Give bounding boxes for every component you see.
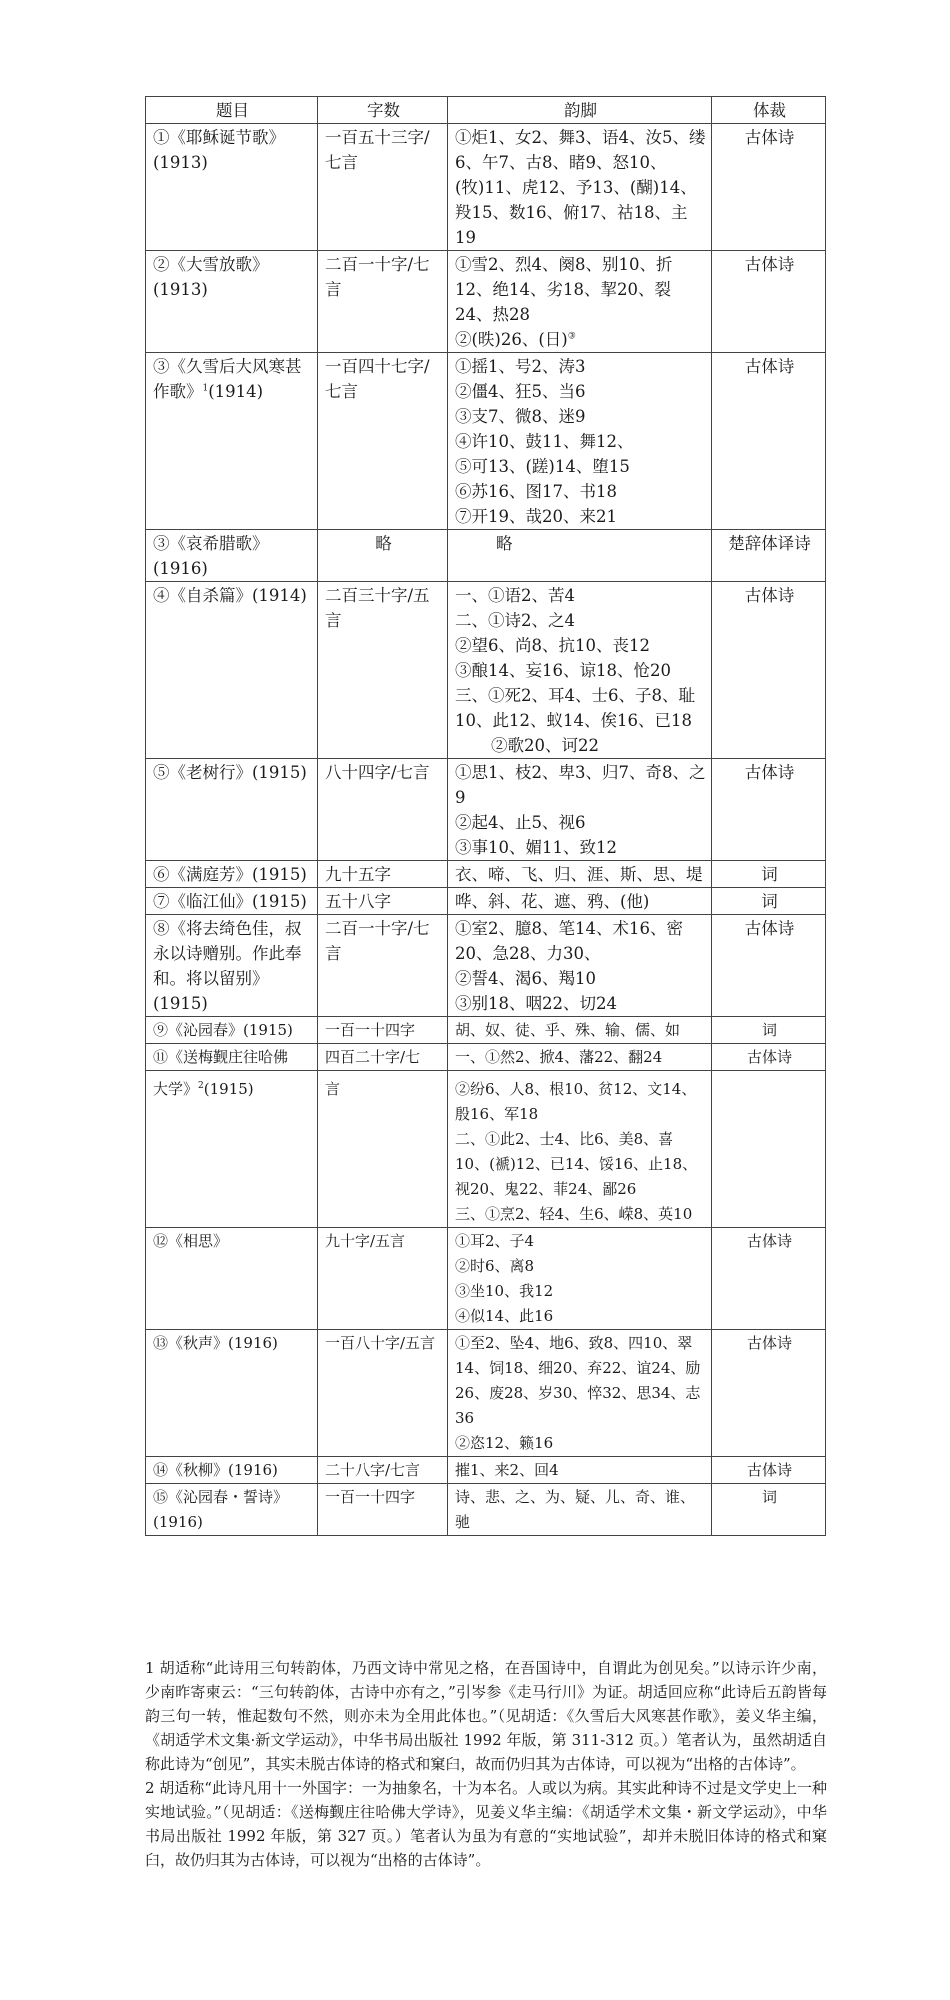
genre-cell: 古体诗 xyxy=(712,1330,826,1457)
poem-table xyxy=(145,96,826,1536)
word-count: 一百四十七字/七言 xyxy=(318,353,448,530)
rhyme-cell: 胡、奴、徒、乎、殊、输、儒、如 xyxy=(448,1017,712,1044)
rhyme-line: ②时6、离8 xyxy=(455,1257,535,1275)
rhyme-cell xyxy=(448,251,712,353)
rhyme-line: ⑤可13、(蹉)14、堕15 xyxy=(455,457,630,476)
word-count: 一百八十字/五言 xyxy=(318,1330,448,1457)
table-row xyxy=(146,861,826,888)
rhyme-cell xyxy=(448,582,712,759)
genre-cell: 词 xyxy=(712,1484,826,1536)
table-row xyxy=(146,1017,826,1044)
genre-cell xyxy=(712,1071,826,1228)
footnote-ref: 1 xyxy=(202,383,209,394)
table-row xyxy=(146,759,826,861)
poem-title: ⑤《老树行》(1915) xyxy=(146,759,318,861)
word-count: 九十字/五言 xyxy=(318,1228,448,1330)
genre-cell: 古体诗 xyxy=(712,915,826,1017)
table-row xyxy=(146,1071,826,1228)
poem-title: ⑬《秋声》(1916) xyxy=(146,1330,318,1457)
rhyme-line: 二、①此2、士4、比6、美8、喜10、(褫)12、已14、馁16、止18、视20、鬼22、菲24、鄙26 xyxy=(455,1130,698,1198)
poem-title: ⑧《将去绮色佳，叔永以诗赠别。作此奉和。将以留别》(1915) xyxy=(146,915,318,1017)
rhyme-line: 三、①死2、耳4、士6、子8、耻10、此12、蚁14、俟16、已18 xyxy=(455,686,695,730)
rhyme-line: ⑥苏16、图17、书18 xyxy=(455,482,617,501)
rhyme-cell: 略 xyxy=(448,530,712,582)
rhyme-line: ②恣12、籁16 xyxy=(455,1434,554,1452)
footnotes xyxy=(145,1656,827,1872)
poem-title: ⑨《沁园春》(1915) xyxy=(146,1017,318,1044)
genre-cell: 词 xyxy=(712,1017,826,1044)
rhyme-cell xyxy=(448,759,712,861)
rhyme-line: ①至2、坠4、地6、致8、四10、翠14、饲18、细20、弃22、谊24、励26、废28、岁30、悴32、思34、志36 xyxy=(455,1334,701,1427)
genre-cell: 古体诗 xyxy=(712,251,826,353)
rhyme-line: ③别18、咽22、切24 xyxy=(455,994,617,1013)
header-genre: 体裁 xyxy=(712,97,826,124)
footnote-1: 1 胡适称“此诗用三句转韵体，乃西文诗中常见之格，在吾国诗中，自谓此为创见矣。”以诗示许少南，少南昨寄柬云：“三句转韵体，古诗中亦有之，”引岑参《走马行川》为证。胡适回应称“此诗后五韵皆每韵三句一转，惟起数句不然，则亦未为全用此体也。”（见胡适：《久雪后大风寒甚作歌》，姜义华主编，《胡适学术文集·新文学运动》，中华书局出版社 1992 年版，第 311-312 页。）笔者认为，虽然胡适自称此诗为“创见”，其实未脱古体诗的格式和窠臼，故而仍归其为古体诗，可以视为“出格的古体诗”。 xyxy=(145,1659,827,1773)
rhyme-cell: 一、①然2、掀4、藩22、翻24 xyxy=(448,1044,712,1071)
genre-cell: 古体诗 xyxy=(712,582,826,759)
rhyme-line: 三、①烹2、轻4、生6、嵘8、英10 xyxy=(455,1205,693,1223)
genre-cell: 古体诗 xyxy=(712,1044,826,1071)
poem-title: ⑭《秋柳》(1916) xyxy=(146,1457,318,1484)
poem-title: ⑥《满庭芳》(1915) xyxy=(146,861,318,888)
rhyme-line: ④许10、鼓11、舞12、 xyxy=(455,432,634,451)
word-count: 略 xyxy=(318,530,448,582)
rhyme-line: ③支7、微8、迷9 xyxy=(455,407,586,426)
poem-title: ④《自杀篇》(1914) xyxy=(146,582,318,759)
table-row xyxy=(146,1457,826,1484)
genre-cell: 词 xyxy=(712,861,826,888)
word-count: 一百一十四字 xyxy=(318,1484,448,1536)
table-row xyxy=(146,1484,826,1536)
word-count: 二百一十字/七言 xyxy=(318,251,448,353)
rhyme-line: ②(昳)26、(日) xyxy=(455,330,568,349)
genre-cell: 古体诗 xyxy=(712,1457,826,1484)
rhyme-cell: 衣、啼、飞、归、涯、斯、思、堤 xyxy=(448,861,712,888)
rhyme-line: ⑦开19、哉20、来21 xyxy=(455,507,617,526)
footnote-ref: 2 xyxy=(198,1081,204,1091)
rhyme-line: ①摇1、号2、涛3 xyxy=(455,357,586,376)
table-header xyxy=(146,97,826,124)
rhyme-line: ②誓4、渴6、羯10 xyxy=(455,969,596,988)
poem-title: ①《耶稣诞节歌》(1913) xyxy=(146,124,318,251)
word-count: 二百一十字/七言 xyxy=(318,915,448,1017)
word-count: 九十五字 xyxy=(318,861,448,888)
genre-cell: 古体诗 xyxy=(712,759,826,861)
rhyme-line: ③事10、媚11、致12 xyxy=(455,838,617,857)
footnote-2: 2 胡适称“此诗凡用十一外国字：一为抽象名，十为本名。人或以为病。其实此种诗不过是文学史上一种实地试验。”（见胡适：《送梅觐庄往哈佛大学诗》，见姜义华主编：《胡适学术文集・新文学运动》，中华书局出版社 1992 年版，第 327 页。）笔者认为虽为有意的“实地试验”，却并未脱旧体诗的格式和窠臼，故仍归其为古体诗，可以视为“出格的古体诗”。 xyxy=(145,1779,827,1869)
word-count: 一百五十三字/七言 xyxy=(318,124,448,251)
rhyme-cell xyxy=(448,915,712,1017)
poem-title: ⑦《临江仙》(1915) xyxy=(146,888,318,915)
header-count: 字数 xyxy=(318,97,448,124)
footnote-mark: ③ xyxy=(567,331,576,342)
genre-cell: 楚辞体译诗 xyxy=(712,530,826,582)
poem-title: ②《大雪放歌》(1913) xyxy=(146,251,318,353)
genre-cell: 古体诗 xyxy=(712,353,826,530)
word-count: 四百二十字/七 xyxy=(318,1044,448,1071)
word-count: 五十八字 xyxy=(318,888,448,915)
table-row xyxy=(146,353,826,530)
rhyme-line: ②僵4、狂5、当6 xyxy=(455,382,586,401)
rhyme-cell: 摧1、来2、回4 xyxy=(448,1457,712,1484)
rhyme-cell xyxy=(448,1228,712,1330)
genre-cell: 词 xyxy=(712,888,826,915)
poem-title: ⑮《沁园春・誓诗》(1916) xyxy=(146,1484,318,1536)
rhyme-line: ③坐10、我12 xyxy=(455,1282,554,1300)
table-row xyxy=(146,1044,826,1071)
rhyme-line: ②起4、止5、视6 xyxy=(455,813,586,832)
rhyme-line: ②纷6、人8、根10、贫12、文14、殷16、军18 xyxy=(455,1080,697,1123)
rhyme-line: ①雪2、烈4、阕8、别10、折12、绝14、劣18、挈20、裂24、热28 xyxy=(455,255,673,324)
poem-title: 大学》$^2$(1915) xyxy=(146,1071,318,1228)
header-title: 题目 xyxy=(146,97,318,124)
table-row xyxy=(146,530,826,582)
genre-cell: 古体诗 xyxy=(712,124,826,251)
poem-title: ③《久雪后大风寒甚作歌》$^1$(1914) xyxy=(146,353,318,530)
word-count: 二十八字/七言 xyxy=(318,1457,448,1484)
rhyme-line: 一、①语2、苦4 xyxy=(455,586,575,605)
word-count: 二百三十字/五言 xyxy=(318,582,448,759)
poem-title: ⑪《送梅觐庄往哈佛 xyxy=(146,1044,318,1071)
table-row xyxy=(146,888,826,915)
word-count: 一百一十四字 xyxy=(318,1017,448,1044)
table-row xyxy=(146,915,826,1017)
rhyme-line: ④似14、此16 xyxy=(455,1307,554,1325)
rhyme-line: ③酿14、妄16、谅18、怆20 xyxy=(455,661,671,680)
rhyme-cell xyxy=(448,1071,712,1228)
rhyme-line: ②歌20、诃22 xyxy=(491,736,599,755)
table-row xyxy=(146,124,826,251)
rhyme-line: ①室2、臆8、笔14、术16、密20、急28、力30、 xyxy=(455,919,683,963)
poem-title: ⑫《相思》 xyxy=(146,1228,318,1330)
rhyme-cell xyxy=(448,353,712,530)
rhyme-cell: 诗、悲、之、为、疑、儿、奇、谁、驰 xyxy=(448,1484,712,1536)
rhyme-line: ②望6、尚8、抗10、丧12 xyxy=(455,636,650,655)
poem-title: ③《哀希腊歌》(1916) xyxy=(146,530,318,582)
header-rhyme: 韵脚 xyxy=(448,97,712,124)
rhyme-cell: ①炬1、女2、舞3、语4、汝5、缕6、午7、古8、睹9、怒10、(牧)11、虎12、予13、(醐)14、羖15、数16、俯17、祜18、主19 xyxy=(448,124,712,251)
rhyme-cell xyxy=(448,1330,712,1457)
rhyme-line: ①思1、枝2、卑3、归7、奇8、之9 xyxy=(455,763,706,807)
table-row xyxy=(146,251,826,353)
genre-cell: 古体诗 xyxy=(712,1228,826,1330)
rhyme-cell: 哗、斜、花、遮、鸦、(他) xyxy=(448,888,712,915)
table-row xyxy=(146,1228,826,1330)
word-count: 言 xyxy=(318,1071,448,1228)
word-count: 八十四字/七言 xyxy=(318,759,448,861)
rhyme-line: 二、①诗2、之4 xyxy=(455,611,575,630)
rhyme-line: ①耳2、子4 xyxy=(455,1232,535,1250)
table-row xyxy=(146,1330,826,1457)
table-row xyxy=(146,582,826,759)
